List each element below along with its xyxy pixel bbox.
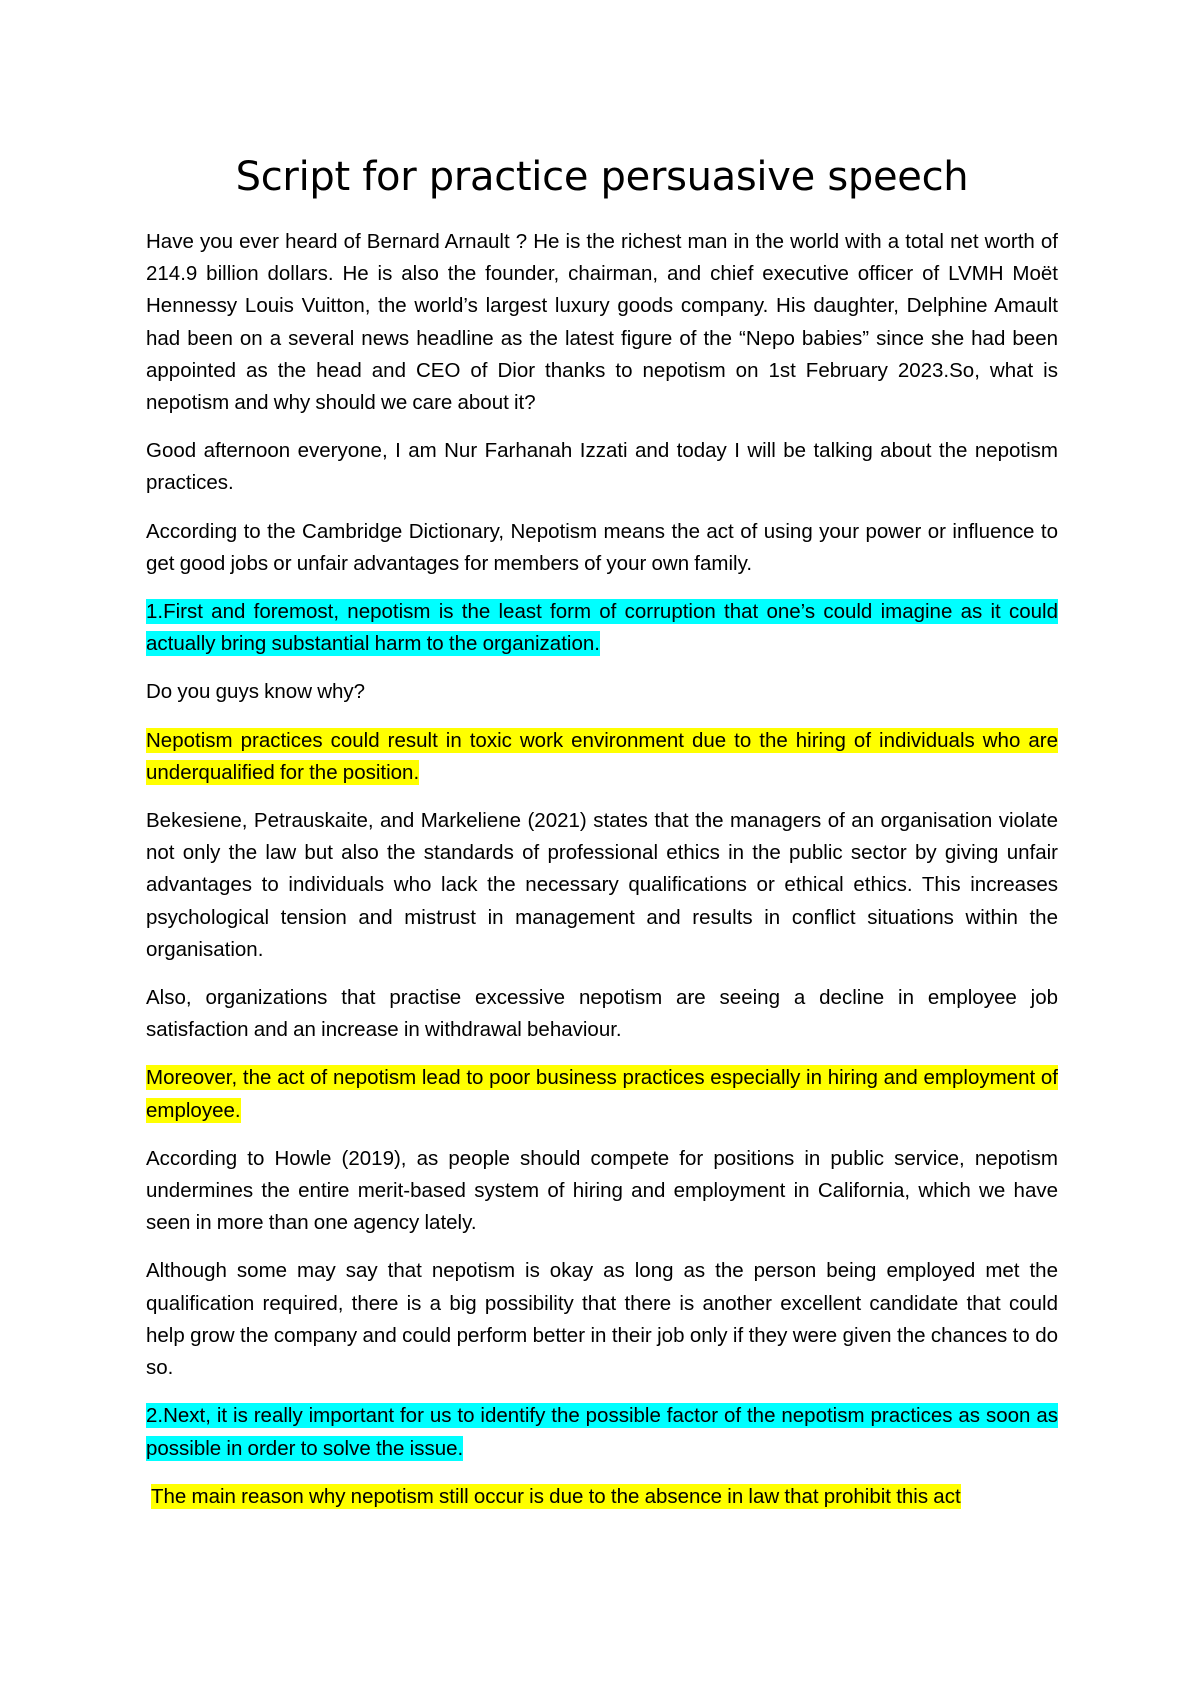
paragraph-text: Bekesiene, Petrauskaite, and Markeliene (2021) states that the managers of an organisation violate not only the law but also the standards of professional ethics in the public sector by giving unfair advantages to individuals who lack the necessary qualifications or ethical ethics. This increases psychological tension and mistrust in management and results in conflict situations within the organisation. [146, 809, 1058, 961]
paragraph-point-1 [146, 596, 1058, 660]
highlighted-text: Moreover, the act of nepotism lead to poor business practices especially in hiring and employment of employee. [146, 1066, 1058, 1122]
highlighted-text: 1.First and foremost, nepotism is the least form of corruption that one’s could imagine as it could actually bring substantial harm to the organization. [146, 600, 1058, 656]
paragraph-text: Have you ever heard of Bernard Arnault ? He is the richest man in the world with a total net worth of 214.9 billion dollars. He is also the founder, chairman, and chief executive officer of LVMH Moët Hennessy Louis Vuitton, the world’s largest luxury goods company. His daughter, Delphine Amault had been on a several news headline as the latest figure of the “Nepo babies” since she had been appointed as the head and CEO of Dior thanks to nepotism on 1st February 2023.So, what is nepotism and why should we care about it? [146, 230, 1058, 415]
paragraph-job-satisfaction [146, 982, 1058, 1046]
highlighted-text: Nepotism practices could result in toxic work environment due to the hiring of individuals who are underqualified for the position. [146, 728, 1058, 784]
paragraph-intro [146, 226, 1058, 419]
paragraph-poor-practices [146, 1062, 1058, 1126]
paragraph-main-reason [146, 1481, 1058, 1513]
paragraph-citation-bekesiene [146, 805, 1058, 966]
paragraph-text: Do you guys know why? [146, 680, 366, 704]
paragraph-citation-howle [146, 1143, 1058, 1240]
paragraph-counterargument [146, 1255, 1058, 1384]
highlighted-text: The main reason why nepotism still occur is due to the absence in law that prohibit this act [151, 1484, 961, 1508]
paragraph-toxic-environment [146, 725, 1058, 789]
paragraph-point-2 [146, 1400, 1058, 1464]
paragraph-text: Although some may say that nepotism is okay as long as the person being employed met the qualification required, there is a big possibility that there is another excellent candidate that could help grow the company and could perform better in their job only if they were given the chances to do so. [146, 1259, 1058, 1380]
paragraph-text: Also, organizations that practise excessive nepotism are seeing a decline in employee job satisfaction and an increase in withdrawal behaviour. [146, 986, 1058, 1042]
document-title: Script for practice persuasive speech [235, 154, 969, 200]
paragraph-text: According to the Cambridge Dictionary, Nepotism means the act of using your power or influence to get good jobs or unfair advantages for members of your own family. [146, 519, 1058, 575]
highlighted-text: 2.Next, it is really important for us to identify the possible factor of the nepotism practices as soon as possible in order to solve the issue. [146, 1404, 1058, 1460]
paragraph-greeting [146, 435, 1058, 499]
document-body [146, 150, 1058, 1529]
paragraph-question [146, 676, 1058, 708]
paragraph-definition [146, 516, 1058, 580]
paragraph-text: Good afternoon everyone, I am Nur Farhanah Izzati and today I will be talking about the nepotism practices. [146, 439, 1058, 495]
paragraph-text: According to Howle (2019), as people should compete for positions in public service, nepotism undermines the entire merit-based system of hiring and employment in California, which we have seen in more than one agency lately. [146, 1146, 1058, 1235]
